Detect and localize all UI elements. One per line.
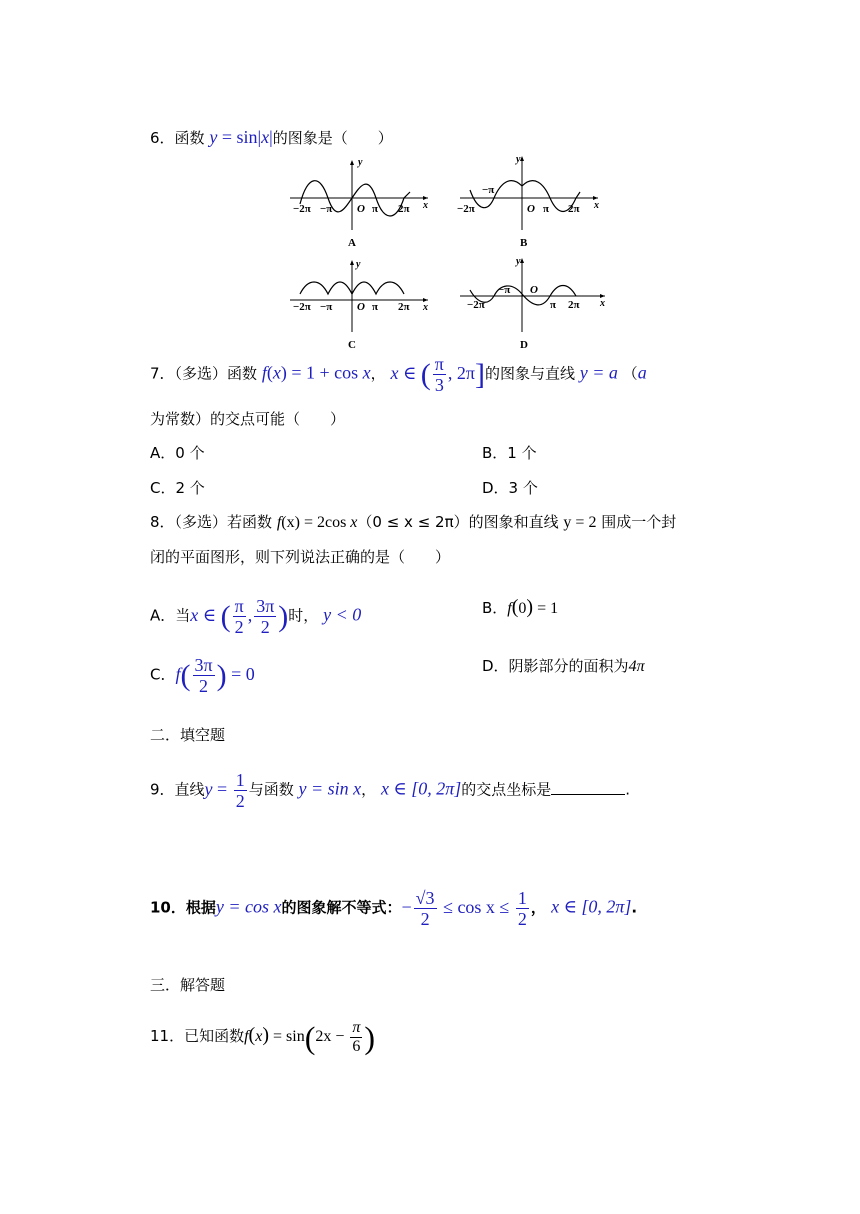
tick-label: −2π — [293, 301, 311, 313]
question-11: 11．已知函数f(x) = sin(2x − $\frac{\pi}{6}$ ) — [150, 1019, 376, 1056]
origin-label: O — [357, 301, 365, 313]
graph-label: A — [348, 237, 356, 249]
tick-label: −2π — [293, 203, 311, 215]
axis-x-label: x — [423, 302, 428, 313]
option-b: B．f(0) = 1 — [482, 596, 559, 618]
tick-label: −2π — [467, 299, 485, 311]
graph-d — [460, 256, 605, 351]
tick-label: −π — [482, 184, 495, 196]
section-heading: 三．解答题 — [150, 976, 226, 994]
axis-x-label: x — [594, 200, 599, 211]
tick-label: −π — [320, 301, 333, 313]
question-text: 7．（多选）函数 — [150, 364, 258, 383]
graph-label: D — [520, 339, 528, 351]
origin-label: O — [357, 203, 365, 215]
graph-b — [457, 154, 599, 249]
axis-x-label: x — [600, 298, 605, 309]
question-9: 9．直线y = $\frac{1}{2}$ 与函数 y = sin x， x ∈ [0, 2π]的交点坐标是 . — [150, 770, 631, 811]
question-text: 的图象与直线 — [484, 364, 575, 383]
tick-label: π — [372, 203, 379, 215]
graph-c — [290, 259, 428, 351]
math-line: y = a — [579, 362, 618, 383]
math-line: y = 2 — [563, 514, 597, 531]
math-expression: f(x) = 2cos x — [276, 514, 358, 531]
answer-graphs — [280, 150, 620, 355]
math-expression: f(x) = 1 + cos x — [261, 362, 371, 383]
math-domain: （0 ≤ x ≤ 2π） — [357, 513, 469, 531]
option-c: C．2 个 — [150, 479, 205, 497]
answer-blank[interactable] — [551, 780, 625, 795]
origin-label: O — [527, 203, 535, 215]
punct: （ — [622, 364, 638, 383]
graph-a — [290, 157, 428, 249]
math-expression: y = sin|x| — [209, 127, 273, 147]
graph-label: B — [520, 237, 528, 249]
question-text: 的图象是（ ） — [272, 129, 393, 147]
tick-label: π — [543, 203, 550, 215]
axis-y-label: y — [516, 154, 521, 165]
option-d: D．3 个 — [482, 479, 538, 497]
question-number: 6． — [150, 129, 175, 147]
option-a: A．当x ∈ ( $\frac{\pi}{2}$ , $\frac{3\pi}{2}$ )时， y < 0 — [150, 596, 362, 637]
graph-label: C — [348, 339, 356, 351]
axis-x-label: x — [423, 200, 428, 211]
question-text: 的图象和直线 — [468, 513, 559, 531]
question-text: 闭的平面图形，则下列说法正确的是（ ） — [150, 548, 451, 566]
tick-label: −π — [320, 203, 333, 215]
question-text: 8．（多选）若函数 — [150, 513, 273, 531]
tick-label: 2π — [398, 301, 410, 313]
punct: ， — [370, 364, 386, 383]
tick-label: −π — [498, 284, 511, 296]
tick-label: π — [550, 299, 557, 311]
question-text: 为常数）的交点可能（ ） — [150, 410, 346, 428]
math-var: a — [637, 362, 647, 383]
math-domain: x ∈ ( $\frac{\pi}{3}$ , 2π] — [390, 354, 485, 395]
section-heading: 二．填空题 — [150, 726, 226, 744]
question-7 — [150, 354, 647, 395]
tick-label: 2π — [568, 203, 580, 215]
tick-label: 2π — [568, 299, 580, 311]
origin-label: O — [530, 284, 538, 296]
option-b: B．1 个 — [482, 444, 537, 462]
axis-y-label: y — [356, 259, 361, 270]
tick-label: −2π — [457, 203, 475, 215]
axis-y-label: y — [516, 256, 521, 267]
question-text: 围成一个封 — [601, 513, 677, 531]
tick-label: 2π — [398, 203, 410, 215]
question-8 — [150, 511, 676, 534]
axis-y-label: y — [358, 157, 363, 168]
tick-label: π — [372, 301, 379, 313]
option-c: C．f( $\frac{3\pi}{2}$ ) = 0 — [150, 655, 255, 696]
option-d: D．阴影部分的面积为4π — [482, 657, 645, 675]
question-10: 10．根据y = cos x的图象解不等式：− $\frac{√3}{2}$ ≤ cos x ≤ $\frac{1}{2}$ ， x ∈ [0, 2π]. — [150, 888, 638, 929]
question-text: 函数 — [174, 129, 205, 147]
option-a: A．0 个 — [150, 444, 205, 462]
question-6 — [150, 126, 393, 149]
